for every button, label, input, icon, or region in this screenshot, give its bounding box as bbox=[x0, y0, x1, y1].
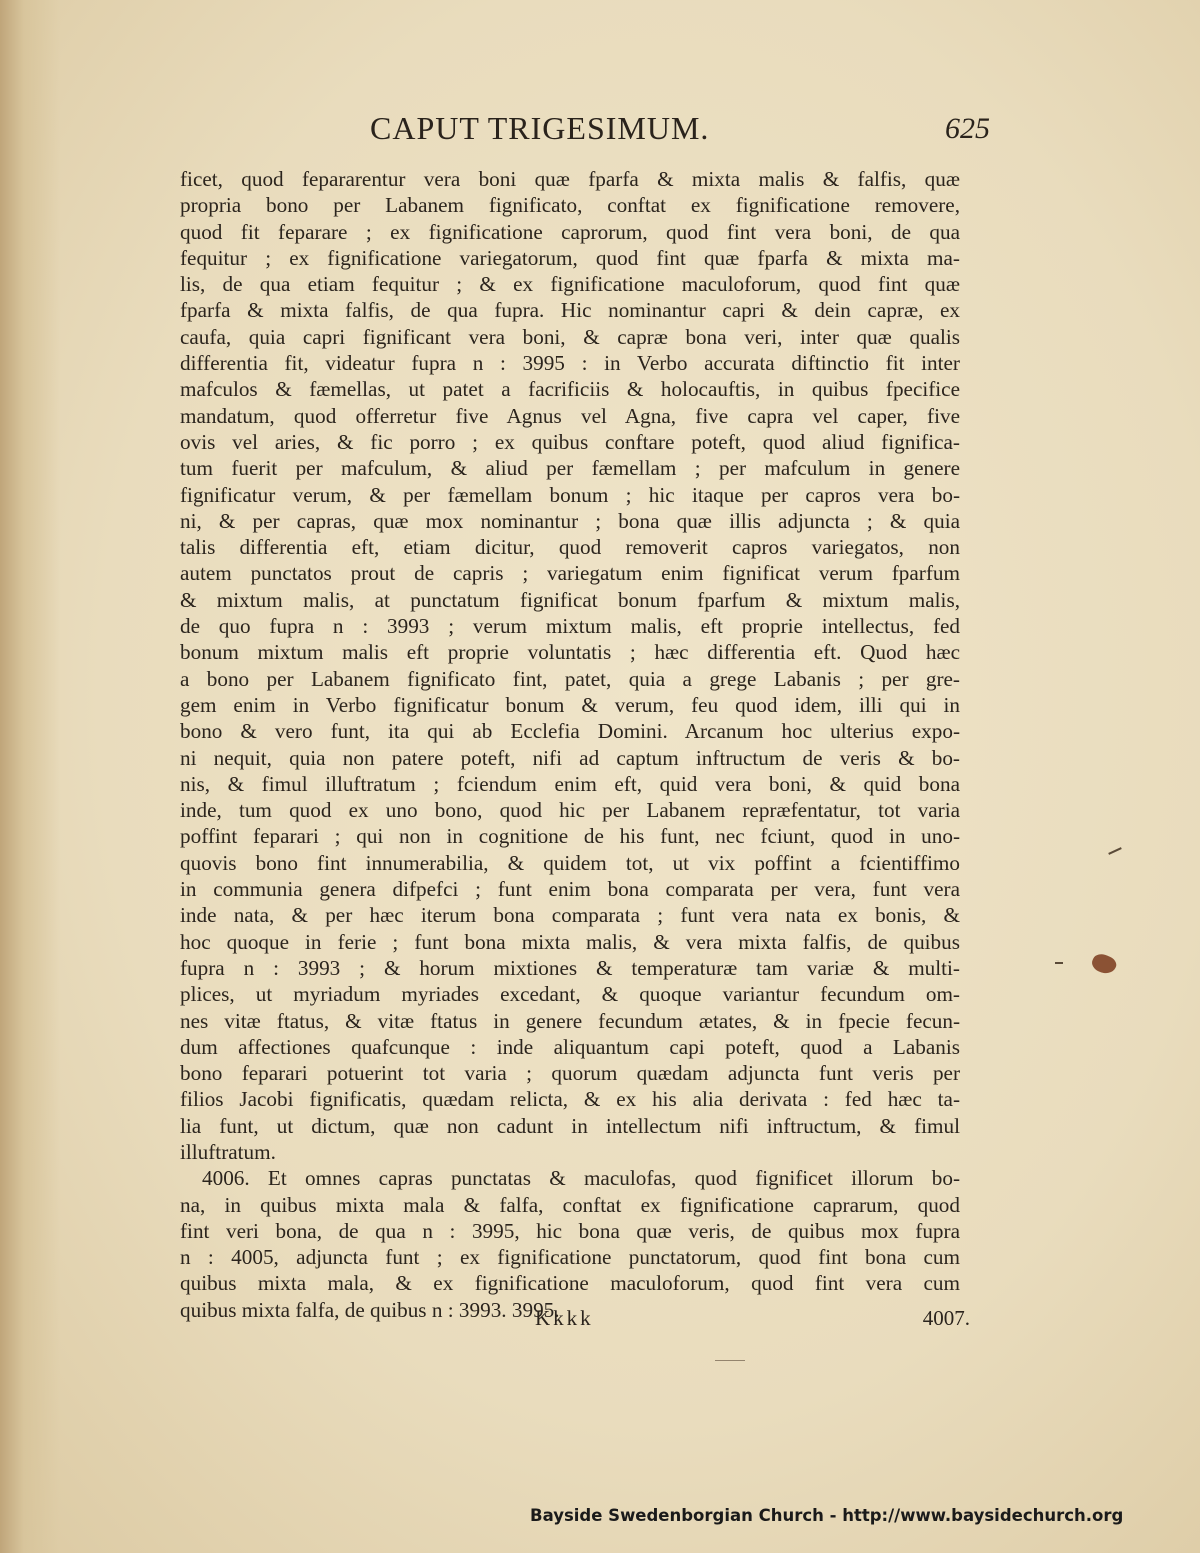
text-line: inde, tum quod ex uno bono, quod hic per Labanem repræfentatur, tot varia bbox=[180, 798, 960, 823]
text-line: lis, de qua etiam fequitur ; & ex fignificatione maculoforum, quod fint quæ bbox=[180, 272, 960, 297]
page-gutter-shadow bbox=[0, 0, 60, 1553]
text-line: filios Jacobi fignificatis, quædam relicta, & ex his alia derivata : fed hæc ta- bbox=[180, 1087, 960, 1112]
text-line: quod fit feparare ; ex fignificatione caprorum, quod fint vera boni, de qua bbox=[180, 219, 960, 244]
text-line: fignificatur verum, & per fæmellam bonum ; hic itaque per capros vera bo- bbox=[180, 482, 960, 507]
text-line: quibus mixta falfa, de quibus n : 3993. 3995. bbox=[180, 1297, 560, 1322]
text-line: a bono per Labanem fignificato fint, patet, quia a grege Labanis ; per gre- bbox=[180, 666, 960, 691]
catchword: 4007. bbox=[922, 1306, 970, 1330]
ink-stain bbox=[1089, 951, 1118, 977]
text-line: hoc quoque in ferie ; funt bona mixta malis, & vera mixta falfis, de quibus bbox=[180, 929, 960, 954]
text-line: ni, & per capras, quæ mox nominantur ; bona quæ illis adjuncta ; & quia bbox=[180, 508, 960, 533]
text-line: de quo fupra n : 3993 ; verum mixtum malis, eft proprie intellectus, fed bbox=[180, 614, 960, 639]
text-line: quibus mixta mala, & ex fignificatione maculoforum, quod fint vera cum bbox=[180, 1271, 960, 1296]
running-title: CAPUT TRIGESIMUM. bbox=[370, 110, 710, 146]
text-line: fint veri bona, de qua n : 3995, hic bona quæ veris, de quibus mox fupra bbox=[180, 1218, 960, 1243]
text-line: fequitur ; ex fignificatione variegatorum, quod fint quæ fparfa & mixta ma- bbox=[180, 245, 960, 270]
text-line: lia funt, ut dictum, quæ non cadunt in intellectum nifi inftructum, & fimul bbox=[180, 1113, 960, 1138]
body-text bbox=[180, 166, 960, 1323]
text-line: fparfa & mixta falfis, de qua fupra. Hic nominantur capri & dein capræ, ex bbox=[180, 298, 960, 323]
text-line: gem enim in Verbo fignificatur bonum & verum, feu quod idem, illi qui in bbox=[180, 692, 960, 717]
text-line: talis differentia eft, etiam dicitur, quod removerit capros variegatos, non bbox=[180, 535, 960, 560]
text-line: nes vitæ ftatus, & vitæ ftatus in genere fecundum ætates, & in fpecie fecun- bbox=[180, 1008, 960, 1033]
text-line: na, in quibus mixta mala & falfa, conftat ex fignificatione caprarum, quod bbox=[180, 1192, 960, 1217]
text-line: ni nequit, quia non patere poteft, nifi ad captum inftructum de veris & bo- bbox=[180, 745, 960, 770]
margin-tick-mark bbox=[1055, 962, 1063, 964]
text-line: ovis vel aries, & fic porro ; ex quibus conftare poteft, quod aliud fignifica- bbox=[180, 429, 960, 454]
text-line: caufa, quia capri fignificant vera boni, & capræ bona veri, inter quæ qualis bbox=[180, 324, 960, 349]
text-line: quovis bono fint innumerabilia, & quidem tot, ut vix poffint a fcientiffimo bbox=[180, 850, 960, 875]
text-line: inde nata, & per hæc iterum bona comparata ; funt vera nata ex bonis, & bbox=[180, 903, 960, 928]
text-line: dum affectiones quafcunque : inde aliquantum capi poteft, quod a Labanis bbox=[180, 1034, 960, 1059]
text-line: propria bono per Labanem fignificato, conftat ex fignificatione removere, bbox=[180, 193, 960, 218]
signature-mark: Kkkk bbox=[535, 1306, 594, 1330]
margin-tick-mark bbox=[1108, 847, 1122, 855]
margin-tick-mark bbox=[715, 1360, 745, 1361]
text-line: in communia genera difpefci ; funt enim bona comparata per vera, funt vera bbox=[180, 877, 960, 902]
text-line: tum fuerit per mafculum, & aliud per fæmellam ; per mafculum in genere bbox=[180, 456, 960, 481]
text-line: bonum mixtum malis eft proprie voluntatis ; hæc differentia eft. Quod hæc bbox=[180, 640, 960, 665]
page-footer bbox=[180, 1306, 970, 1340]
text-line: n : 4005, adjuncta funt ; ex fignificatione punctatorum, quod fint bona cum bbox=[180, 1245, 960, 1270]
page-header bbox=[180, 110, 990, 160]
text-line: autem punctatos prout de capris ; variegatum enim fignificat verum fparfum bbox=[180, 561, 960, 586]
text-line: poffint feparari ; qui non in cognitione de his funt, nec fciunt, quod in uno- bbox=[180, 824, 960, 849]
text-line: plices, ut myriadum myriades excedant, & quoque variantur fecundum om- bbox=[180, 982, 960, 1007]
text-line: ficet, quod fepararentur vera boni quæ fparfa & mixta malis & falfis, quæ bbox=[180, 167, 960, 191]
text-line: mandatum, quod offerretur five Agnus vel Agna, five capra vel caper, five bbox=[180, 403, 960, 428]
watermark: Bayside Swedenborgian Church - http://www.baysidechurch.org bbox=[530, 1506, 1124, 1525]
page-number: 625 bbox=[945, 112, 990, 145]
text-line: fupra n : 3993 ; & horum mixtiones & temperaturæ tam variæ & multi- bbox=[180, 955, 960, 980]
text-line: & mixtum malis, at punctatum fignificat bonum fparfum & mixtum malis, bbox=[180, 587, 960, 612]
text-line: bono feparari potuerint tot varia ; quorum quædam adjuncta funt veris per bbox=[180, 1061, 960, 1086]
text-line: nis, & fimul illuftratum ; fciendum enim eft, quid vera boni, & quid bona bbox=[180, 771, 960, 796]
paragraph-4006-start: 4006. Et omnes capras punctatas & maculofas, quod fignificet illorum bo- bbox=[202, 1166, 960, 1191]
text-line: bono & vero funt, ita qui ab Ecclefia Domini. Arcanum hoc ulterius expo- bbox=[180, 719, 960, 744]
text-line: differentia fit, videatur fupra n : 3995 : in Verbo accurata diftinctio fit inter bbox=[180, 351, 960, 376]
text-line: illuftratum. bbox=[180, 1139, 276, 1164]
text-line: mafculos & fæmellas, ut patet a facrificiis & holocauftis, in quibus fpecifice bbox=[180, 377, 960, 402]
